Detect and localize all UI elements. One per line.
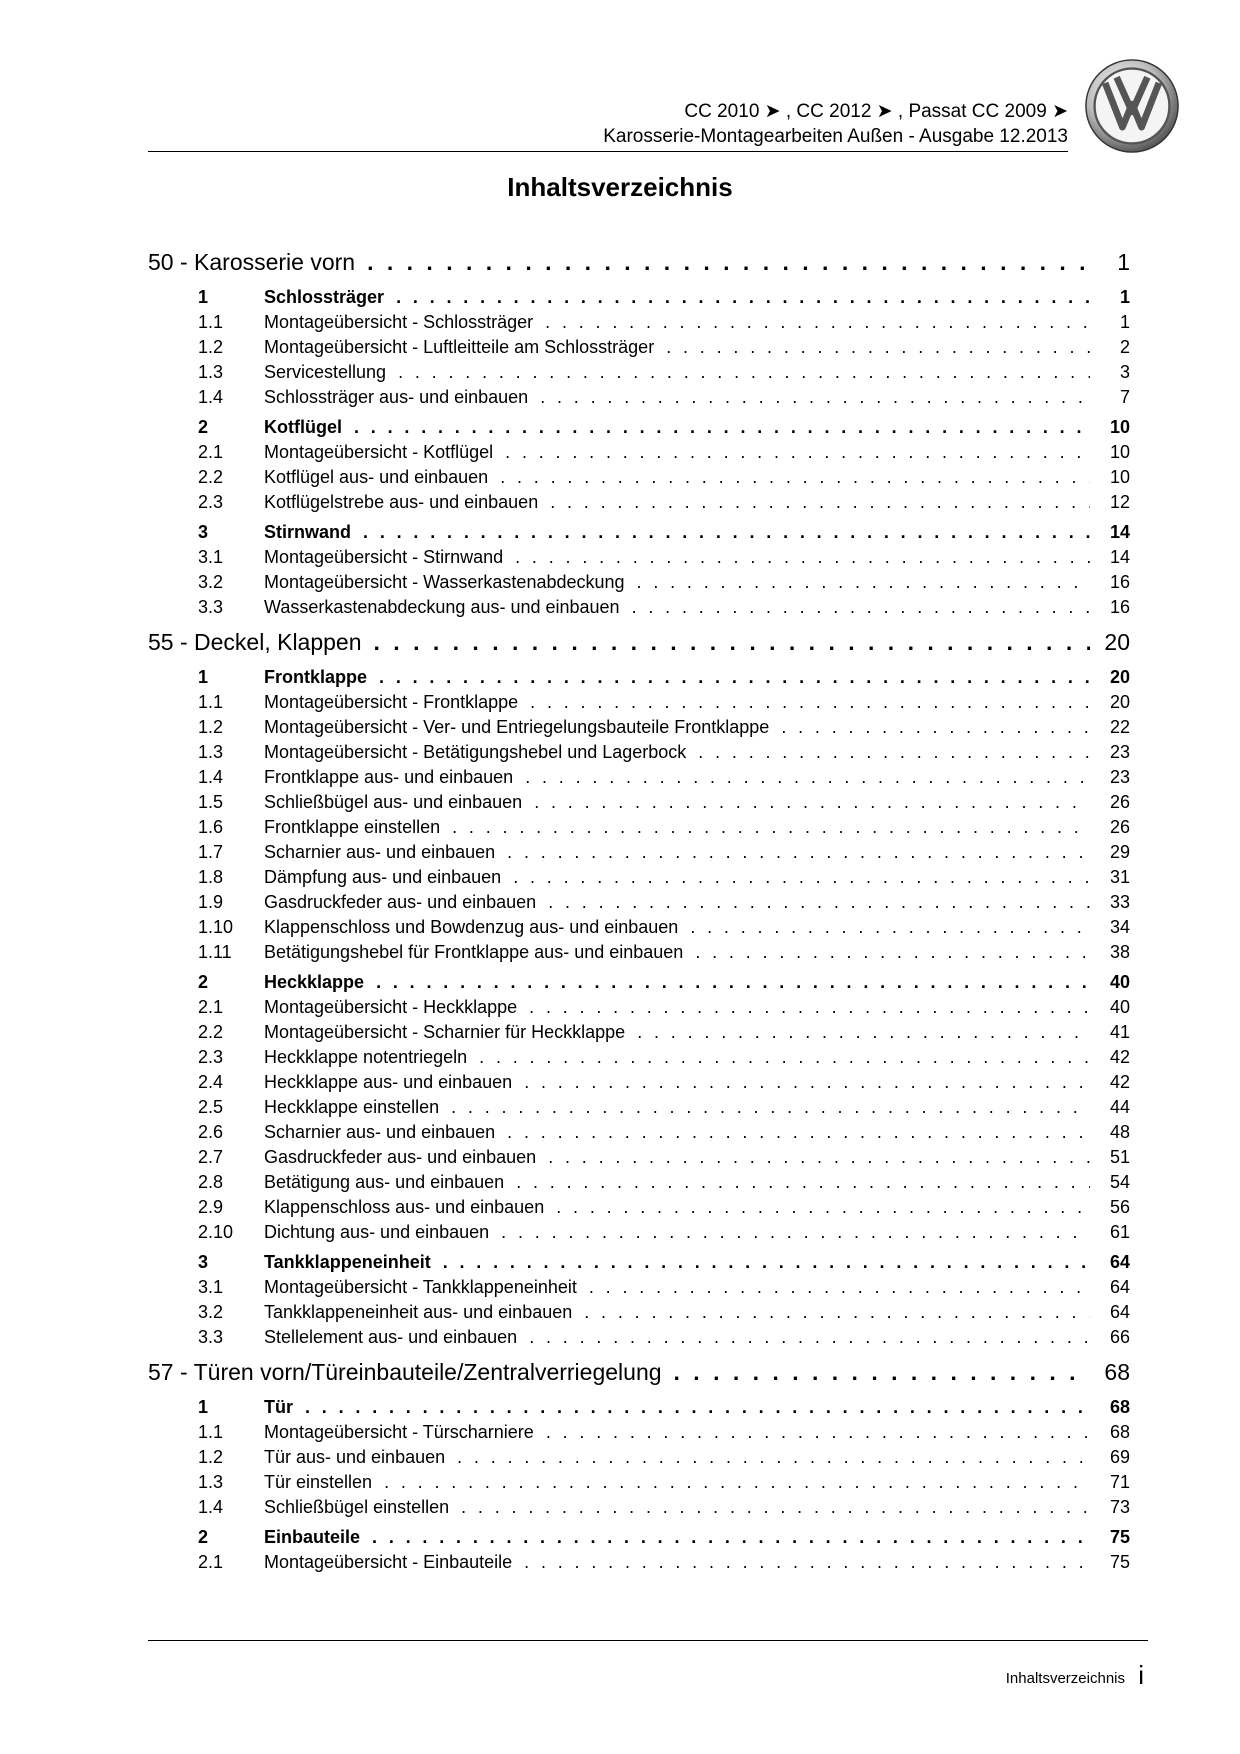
toc-page-number: 71 [1109,1472,1130,1492]
toc-page-number: 68 [1109,1397,1130,1417]
toc-page-number: 10 [1109,442,1130,462]
toc-number: 1.2 [198,717,224,737]
toc-number: 1.9 [198,892,224,912]
toc-entry[interactable] [148,310,1130,335]
toc-number: 1.7 [198,842,224,862]
dot-leader [666,335,1090,360]
toc-page-number: 14 [1109,547,1130,567]
toc-entry[interactable] [148,815,1130,840]
toc-page-number: 12 [1109,492,1130,512]
dot-leader [500,465,1090,490]
toc-label: Tankklappeneinheit aus- und einbauen [264,1302,573,1322]
toc-entry[interactable] [148,1020,1130,1045]
toc-page-number: 1 [1117,249,1130,275]
toc-label: Stellelement aus- und einbauen [264,1327,518,1347]
toc-entry[interactable] [148,1325,1130,1350]
toc-page-number: 20 [1109,667,1130,687]
toc-page-number: 29 [1109,842,1130,862]
toc-entry[interactable] [148,790,1130,815]
toc-entry[interactable] [148,1300,1130,1325]
toc-entry[interactable] [148,1470,1130,1495]
toc-page-number: 68 [1109,1422,1130,1442]
dot-leader [384,1470,1090,1495]
toc-number: 2.9 [198,1197,224,1217]
dot-leader [589,1275,1090,1300]
toc-page-number: 10 [1109,467,1130,487]
toc-number: 1.1 [198,312,224,332]
dot-leader [507,1120,1090,1145]
toc-label: Scharnier aus- und einbauen [264,842,496,862]
toc-label: Montageübersicht - Scharnier für Heckklappe [264,1022,626,1042]
toc-number: 3.1 [198,1277,224,1297]
dot-leader [524,1070,1090,1095]
dot-leader [513,865,1090,890]
toc-page-number: 20 [1109,692,1130,712]
toc-label: Klappenschloss und Bowdenzug aus- und einbauen [264,917,679,937]
dot-leader [690,915,1090,940]
toc-number: 2.3 [198,492,224,512]
toc-page-number: 54 [1109,1172,1130,1192]
toc-label: Betätigungshebel für Frontklappe aus- und einbauen [264,942,684,962]
toc-label: Heckklappe aus- und einbauen [264,1072,513,1092]
dot-leader [556,1195,1090,1220]
toc-chapter[interactable] [148,244,1130,280]
toc-label: Kotflügel aus- und einbauen [264,467,489,487]
toc-label: Frontklappe [264,667,368,687]
toc-label: Dämpfung aus- und einbauen [264,867,502,887]
toc-label: Schließbügel aus- und einbauen [264,792,523,812]
toc-page-number: 1 [1119,312,1130,332]
toc-entry[interactable] [148,1170,1130,1195]
toc-number: 2.2 [198,1022,224,1042]
toc-entry[interactable] [148,715,1130,740]
vw-logo-icon [1084,58,1180,154]
toc-number: 1.2 [198,1447,224,1467]
toc-page-number: 61 [1109,1222,1130,1242]
toc-entry[interactable] [148,545,1130,570]
toc-section[interactable] [148,1524,1130,1550]
toc-label: Montageübersicht - Kotflügel [264,442,494,462]
toc-label: Montageübersicht - Tankklappeneinheit [264,1277,577,1297]
toc-label: Heckklappe notentriegeln [264,1047,468,1067]
toc-number: 3.2 [198,1302,224,1322]
dot-leader [550,490,1090,515]
dot-leader [396,284,1090,310]
dot-leader [516,1170,1090,1195]
dot-leader [452,815,1090,840]
toc-entry[interactable] [148,1145,1130,1170]
toc-number: 1 [198,1397,209,1417]
toc-page-number: 31 [1109,867,1130,887]
toc-number: 2.3 [198,1047,224,1067]
toc-entry[interactable] [148,440,1130,465]
toc-entry[interactable] [148,1420,1130,1445]
toc-label: Servicestellung [264,362,387,382]
dot-leader [548,1145,1090,1170]
toc-number: 1.3 [198,742,224,762]
toc-number: 1.2 [198,337,224,357]
toc-page-number: 42 [1109,1072,1130,1092]
toc-page-number: 56 [1109,1197,1130,1217]
toc-number: 3 [198,1252,209,1272]
toc-entry[interactable] [148,1495,1130,1520]
toc-label: Montageübersicht - Betätigungshebel und Lagerbock [264,742,687,762]
page-header [0,0,1240,150]
toc-entry[interactable] [148,1195,1130,1220]
toc-entry[interactable] [148,995,1130,1020]
toc-page-number: 3 [1119,362,1130,382]
toc-entry[interactable] [148,1220,1130,1245]
dot-leader [461,1495,1090,1520]
toc-number: 2.10 [198,1222,234,1242]
dot-leader [698,740,1090,765]
toc-number: 2.8 [198,1172,224,1192]
toc-label: Klappenschloss aus- und einbauen [264,1197,545,1217]
toc-page-number: 16 [1109,597,1130,617]
dot-leader [363,519,1090,545]
toc-label: Schlossträger aus- und einbauen [264,387,529,407]
dot-leader [530,690,1090,715]
toc-number: 2.1 [198,1552,224,1572]
toc-page-number: 75 [1109,1552,1130,1572]
toc-entry[interactable] [148,740,1130,765]
toc-label: Montageübersicht - Türscharniere [264,1422,534,1442]
toc-number: 1.8 [198,867,224,887]
header-rule [148,151,1068,152]
dot-leader [781,715,1090,740]
dot-leader [637,1020,1090,1045]
toc-entry[interactable] [148,360,1130,385]
toc-entry[interactable] [148,570,1130,595]
dot-leader [505,440,1090,465]
toc-entry[interactable] [148,840,1130,865]
toc-label: Montageübersicht - Einbauteile [264,1552,513,1572]
toc-chapter[interactable] [148,1354,1130,1390]
toc-number: 55 - Deckel, Klappen [148,629,362,655]
toc-number: 1.10 [198,917,234,937]
dot-leader [548,890,1090,915]
toc-number: 2 [198,972,209,992]
dot-leader [479,1045,1090,1070]
toc-label: Frontklappe einstellen [264,817,441,837]
toc-page-number: 20 [1104,629,1130,655]
dot-leader [507,840,1090,865]
toc-label: Schlossträger [264,287,385,307]
toc-label: Heckklappe [264,972,365,992]
toc-entry[interactable] [148,940,1130,965]
toc-number: 1 [198,287,209,307]
toc-label: Wasserkastenabdeckung aus- und einbauen [264,597,620,617]
toc-label: Montageübersicht - Ver- und Entriegelungsbauteile Frontklappe [264,717,770,737]
toc-page-number: 64 [1109,1302,1130,1322]
toc-section[interactable] [148,1249,1130,1275]
dot-leader [451,1095,1090,1120]
toc-page-number: 51 [1109,1147,1130,1167]
toc-number: 2.2 [198,467,224,487]
toc-number: 57 - Türen vorn/Türeinbauteile/Zentralverriegelung [148,1359,662,1385]
toc-entry[interactable] [148,765,1130,790]
toc-page-number: 73 [1109,1497,1130,1517]
toc-entry[interactable] [148,1070,1130,1095]
toc-page-number: 2 [1119,337,1130,357]
toc-number: 1 [198,667,209,687]
toc-page-number: 16 [1109,572,1130,592]
toc-page-number: 64 [1109,1252,1130,1272]
dot-leader [376,969,1090,995]
toc-page-number: 48 [1109,1122,1130,1142]
toc-number: 3 [198,522,209,542]
toc-chapter[interactable] [148,624,1130,660]
toc-number: 2.7 [198,1147,224,1167]
toc-entry[interactable] [148,490,1130,515]
header-models: CC 2010 ➤ , CC 2012 ➤ , Passat CC 2009 ➤ [684,101,1068,122]
toc-number: 1.6 [198,817,224,837]
toc-section[interactable] [148,664,1130,690]
toc-number: 2 [198,1527,209,1547]
toc-label: Tankklappeneinheit [264,1252,431,1272]
toc-section[interactable] [148,284,1130,310]
toc-label: Montageübersicht - Frontklappe [264,692,519,712]
toc-label: Schließbügel einstellen [264,1497,450,1517]
toc-entry[interactable] [148,915,1130,940]
toc-page-number: 34 [1109,917,1130,937]
toc-page-number: 40 [1109,997,1130,1017]
toc-number: 1.5 [198,792,224,812]
toc-entry[interactable] [148,865,1130,890]
toc-number: 2.5 [198,1097,224,1117]
toc-label: Scharnier aus- und einbauen [264,1122,496,1142]
toc-number: 1.4 [198,387,224,407]
toc-label: Tür aus- und einbauen [264,1447,446,1467]
toc-label: Stirnwand [264,522,352,542]
toc-page-number: 64 [1109,1277,1130,1297]
toc-page-number: 23 [1109,742,1130,762]
toc-label: Einbauteile [264,1527,361,1547]
toc-number: 1.1 [198,1422,224,1442]
dot-leader [372,1524,1090,1550]
dot-leader [637,570,1090,595]
table-of-contents [148,240,1130,1575]
toc-page-number: 14 [1109,522,1130,542]
footer-rule [148,1640,1148,1641]
toc-label: Kotflügelstrebe aus- und einbauen [264,492,539,512]
dot-leader [443,1249,1090,1275]
dot-leader [632,595,1090,620]
dot-leader [457,1445,1090,1470]
dot-leader [398,360,1090,385]
toc-page-number: 69 [1109,1447,1130,1467]
dot-leader [584,1300,1090,1325]
toc-number: 1.3 [198,362,224,382]
dot-leader [525,765,1090,790]
toc-entry[interactable] [148,1095,1130,1120]
dot-leader [354,414,1090,440]
toc-page-number: 41 [1109,1022,1130,1042]
toc-label: Kotflügel [264,417,342,437]
toc-section[interactable] [148,414,1130,440]
dot-leader [545,310,1090,335]
toc-page-number: 23 [1109,767,1130,787]
toc-number: 3.3 [198,597,224,617]
toc-entry[interactable] [148,1045,1130,1070]
toc-label: Betätigung aus- und einbauen [264,1172,505,1192]
toc-entry[interactable] [148,385,1130,410]
toc-entry[interactable] [148,1550,1130,1575]
toc-page-number: 1 [1119,287,1130,307]
toc-label: Heckklappe einstellen [264,1097,440,1117]
toc-number: 3.1 [198,547,224,567]
toc-number: 1.11 [198,942,232,962]
toc-label: Montageübersicht - Wasserkastenabdeckung [264,572,625,592]
toc-page-number: 26 [1109,817,1130,837]
toc-label: Tür [264,1397,293,1417]
toc-number: 2 [198,417,209,437]
toc-entry[interactable] [148,1275,1130,1300]
toc-label: Tür einstellen [264,1472,373,1492]
dot-leader [501,1220,1090,1245]
toc-number: 1.4 [198,767,224,787]
toc-number: 1.3 [198,1472,224,1492]
toc-section[interactable] [148,519,1130,545]
toc-number: 3.3 [198,1327,224,1347]
toc-entry[interactable] [148,465,1130,490]
toc-section[interactable] [148,969,1130,995]
toc-label: Gasdruckfeder aus- und einbauen [264,1147,537,1167]
dot-leader [374,624,1090,660]
toc-page-number: 38 [1109,942,1130,962]
toc-label: Dichtung aus- und einbauen [264,1222,490,1242]
dot-leader [546,1420,1090,1445]
dot-leader [695,940,1090,965]
toc-entry[interactable] [148,690,1130,715]
toc-page-number: 44 [1109,1097,1130,1117]
toc-entry[interactable] [148,595,1130,620]
toc-page-number: 40 [1109,972,1130,992]
toc-entry[interactable] [148,890,1130,915]
toc-entry[interactable] [148,1120,1130,1145]
toc-number: 50 - Karosserie vorn [148,249,356,275]
toc-label: Frontklappe aus- und einbauen [264,767,514,787]
footer-title: Inhaltsverzeichnis [1005,1670,1125,1687]
dot-leader [529,1325,1090,1350]
toc-page-number: 75 [1109,1527,1130,1547]
dot-leader [367,244,1090,280]
toc-label: Gasdruckfeder aus- und einbauen [264,892,537,912]
toc-number: 2.1 [198,442,224,462]
toc-section[interactable] [148,1394,1130,1420]
toc-number: 1.4 [198,1497,224,1517]
toc-number: 2.4 [198,1072,224,1092]
toc-number: 3.2 [198,572,224,592]
dot-leader [305,1394,1090,1420]
header-edition: Karosserie-Montagearbeiten Außen - Ausgabe 12.2013 [603,126,1068,147]
dot-leader [534,790,1090,815]
dot-leader [540,385,1090,410]
toc-page-number: 26 [1109,792,1130,812]
dot-leader [379,664,1090,690]
footer-page-number: i [1138,1660,1144,1690]
toc-page-number: 66 [1109,1327,1130,1347]
toc-page-number: 10 [1109,417,1130,437]
toc-label: Montageübersicht - Schlossträger [264,312,534,332]
toc-page-number: 22 [1109,717,1130,737]
toc-label: Montageübersicht - Heckklappe [264,997,518,1017]
toc-label: Montageübersicht - Luftleitteile am Schlossträger [264,337,655,357]
page-title: Inhaltsverzeichnis [507,172,733,202]
toc-page-number: 7 [1119,387,1130,407]
toc-label: Montageübersicht - Stirnwand [264,547,504,567]
dot-leader [524,1550,1090,1575]
toc-page-number: 42 [1109,1047,1130,1067]
toc-entry[interactable] [148,335,1130,360]
toc-number: 2.6 [198,1122,224,1142]
toc-number: 2.1 [198,997,224,1017]
toc-number: 1.1 [198,692,224,712]
toc-entry[interactable] [148,1445,1130,1470]
toc-page-number: 33 [1109,892,1130,912]
dot-leader [515,545,1090,570]
dot-leader [674,1354,1090,1390]
dot-leader [529,995,1090,1020]
toc-page-number: 68 [1104,1359,1130,1385]
